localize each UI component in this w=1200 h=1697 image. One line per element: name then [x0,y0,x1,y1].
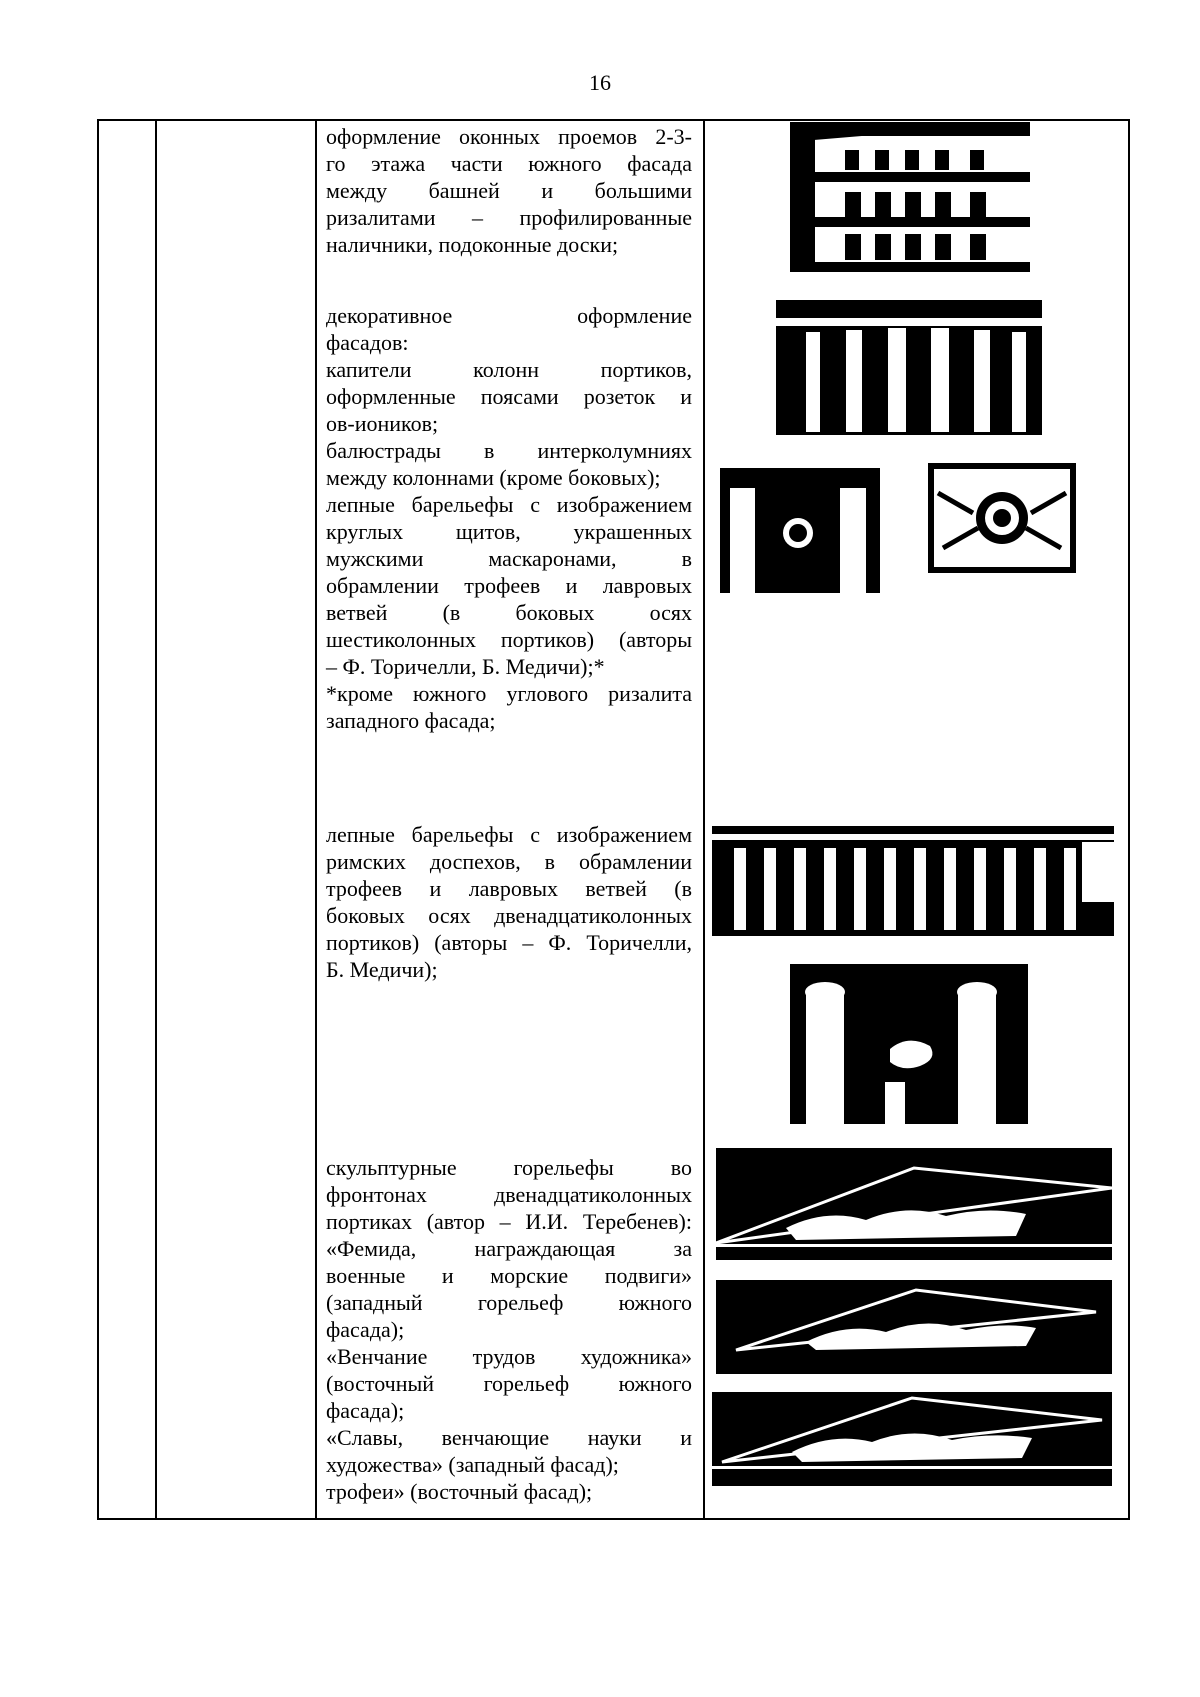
text-line: ветвей (в боковых осях [326,600,692,625]
twelve-column-portico-photo [712,826,1114,936]
text-line: ризалитами – профилированные [326,205,692,230]
window-frames-south-facade-photo [790,122,1030,272]
table-column-divider-3 [703,119,705,1520]
table-border-bottom [97,1518,1130,1520]
row-text-pediment-reliefs [326,1154,692,1505]
table-border-right [1128,119,1130,1520]
text-line: оформленные поясами розеток и [326,384,692,409]
roman-armor-bas-relief-photo [790,964,1028,1124]
text-line: го этажа части южного фасада [326,151,692,176]
table-border-top [97,119,1130,121]
text-line: (западный горельеф южного [326,1290,692,1315]
text-line: «Фемида, награждающая за [326,1236,692,1261]
columns-with-shield-bas-relief-photo [720,458,880,593]
text-line: обрамлении трофеев и лавровых [326,573,692,598]
portico-column-capitals-photo [776,300,1042,435]
text-line: боковых осях двенадцатиколонных [326,903,692,928]
text-line: лепные барельефы с изображением [326,822,692,847]
text-line: портиков) (авторы – Ф. Торичелли, [326,930,692,955]
text-line: мужскими маскаронами, в [326,546,692,571]
text-line: ов-иоников; [326,411,439,436]
table-column-divider-2 [315,119,317,1520]
text-line: военные и морские подвиги» [326,1263,692,1288]
row-text-facade-decoration [326,302,692,734]
text-line: шестиколонных портиков) (авторы [326,627,692,652]
table-border-left [97,119,99,1520]
text-line: фронтонах двенадцатиколонных [326,1182,692,1207]
text-line: *кроме южного углового ризалита [326,681,692,706]
table-column-divider-1 [155,119,157,1520]
text-line: западного фасада; [326,708,496,733]
text-line: наличники, подоконные доски; [326,232,619,257]
text-line: римских доспехов, в обрамлении [326,849,692,874]
shield-with-mascaron-bas-relief-photo [928,463,1076,573]
text-line: между колоннами (кроме боковых); [326,465,661,490]
text-line: скульптурные горельефы во [326,1155,692,1180]
text-line: фасада); [326,1398,405,1423]
text-line: трофеи» (восточный фасад); [326,1479,593,1504]
row-text-window-decoration [326,123,692,258]
text-line: (восточный горельеф южного [326,1371,692,1396]
text-line: между башней и большими [326,178,692,203]
pediment-high-relief-glory-photo [712,1392,1112,1486]
text-line: портиках (автор – И.И. Теребенев): [326,1209,692,1234]
text-line: круглых щитов, украшенных [326,519,692,544]
text-line: «Славы, венчающие науки и [326,1425,692,1450]
text-line: художества» (западный фасад); [326,1452,619,1477]
text-line: «Венчание трудов художника» [326,1344,692,1369]
text-line: фасада); [326,1317,405,1342]
text-line: – Ф. Торичелли, Б. Медичи);* [326,654,605,679]
text-line: трофеев и лавровых ветвей (в [326,876,692,901]
row-text-roman-armor-reliefs [326,821,692,983]
text-line: фасадов: [326,330,409,355]
text-line: лепные барельефы с изображением [326,492,692,517]
pediment-high-relief-crowning-artist-photo [716,1280,1112,1374]
text-line: оформление оконных проемов 2-3- [326,124,692,149]
text-line: балюстрады в интерколумниях [326,438,692,463]
text-line: капители колонн портиков, [326,357,692,382]
text-line: декоративное оформление [326,303,692,328]
text-line: Б. Медичи); [326,957,438,982]
page-number: 16 [589,70,611,95]
pediment-high-relief-themis-photo [716,1148,1112,1260]
